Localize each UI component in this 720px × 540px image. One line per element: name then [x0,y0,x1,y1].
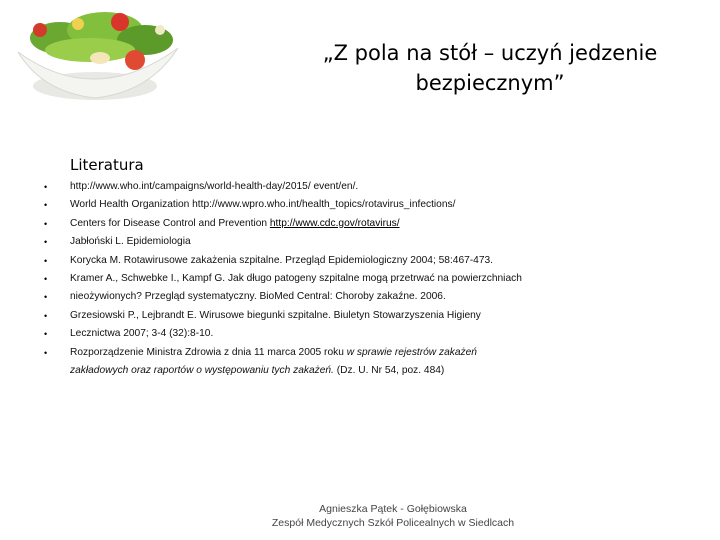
reference-text: Rozporządzenie Ministra Zdrowia z dnia 11 marca 2005 roku [70,346,347,358]
reference-text: (Dz. U. Nr 54, poz. 484) [333,365,445,377]
section-heading: Literatura [70,156,144,174]
reference-item: Jabłoński L. Epidemiologia [70,236,191,248]
bullet-icon: • [44,310,48,321]
reference-list [70,178,590,380]
bullet-icon: • [44,347,48,358]
footer-author: Agnieszka Pątek - Gołębiowska [319,503,467,515]
slide-title [290,38,690,98]
reference-item: World Health Organization http://www.wpro.who.int/health_topics/rotavirus_infections/ [70,199,456,211]
bullet-column [44,178,64,362]
reference-item: Korycka M. Rotawirusowe zakażenia szpitalne. Przegląd Epidemiologiczny 2004; 58:467-473. [70,254,494,266]
bullet-icon: • [44,329,48,340]
bullet-icon: • [44,292,48,303]
reference-item: nieożywionych? Przegląd systematyczny. BioMed Central: Choroby zakaźne. 2006. [70,291,446,303]
reference-italic-text: zakładowych oraz raportów o występowaniu tych zakażeń. [70,365,334,377]
reference-item: http://www.who.int/campaigns/world-health-day/2015/ event/en/. [70,181,359,192]
reference-item: Lecznictwa 2007; 3-4 (32):8-10. [70,328,214,340]
bullet-icon: • [44,255,48,266]
reference-item: Kramer A., Schwebke I., Kampf G. Jak długo patogeny szpitalne mogą przetrwać na powierzchniach [70,273,522,285]
slide-title-line-2: bezpiecznym” [415,71,565,95]
reference-item-continuation [70,362,590,380]
reference-item: Grzesiowski P., Lejbrandt E. Wirusowe biegunki szpitalne. Biuletyn Stowarzyszenia Higieny [70,309,481,321]
reference-text: Centers for Disease Control and Prevention [70,217,270,229]
bullet-icon: • [44,182,48,192]
bullet-icon: • [44,218,48,229]
footer [240,502,546,530]
bullet-icon: • [44,200,48,211]
slide-title-line-1: „Z pola na stół – uczyń jedzenie [322,41,658,65]
reference-italic-text: w sprawie rejestrów zakażeń [346,346,477,358]
cdc-rotavirus-link[interactable]: http://www.cdc.gov/rotavirus/ [269,217,400,229]
bullet-icon: • [44,237,48,248]
reference-item [70,344,590,362]
reference-item [70,215,590,233]
footer-school: Zespół Medycznych Szkół Policealnych w Siedlcach [271,517,515,529]
salad-bowl-image [0,0,190,110]
bullet-icon: • [44,273,48,284]
